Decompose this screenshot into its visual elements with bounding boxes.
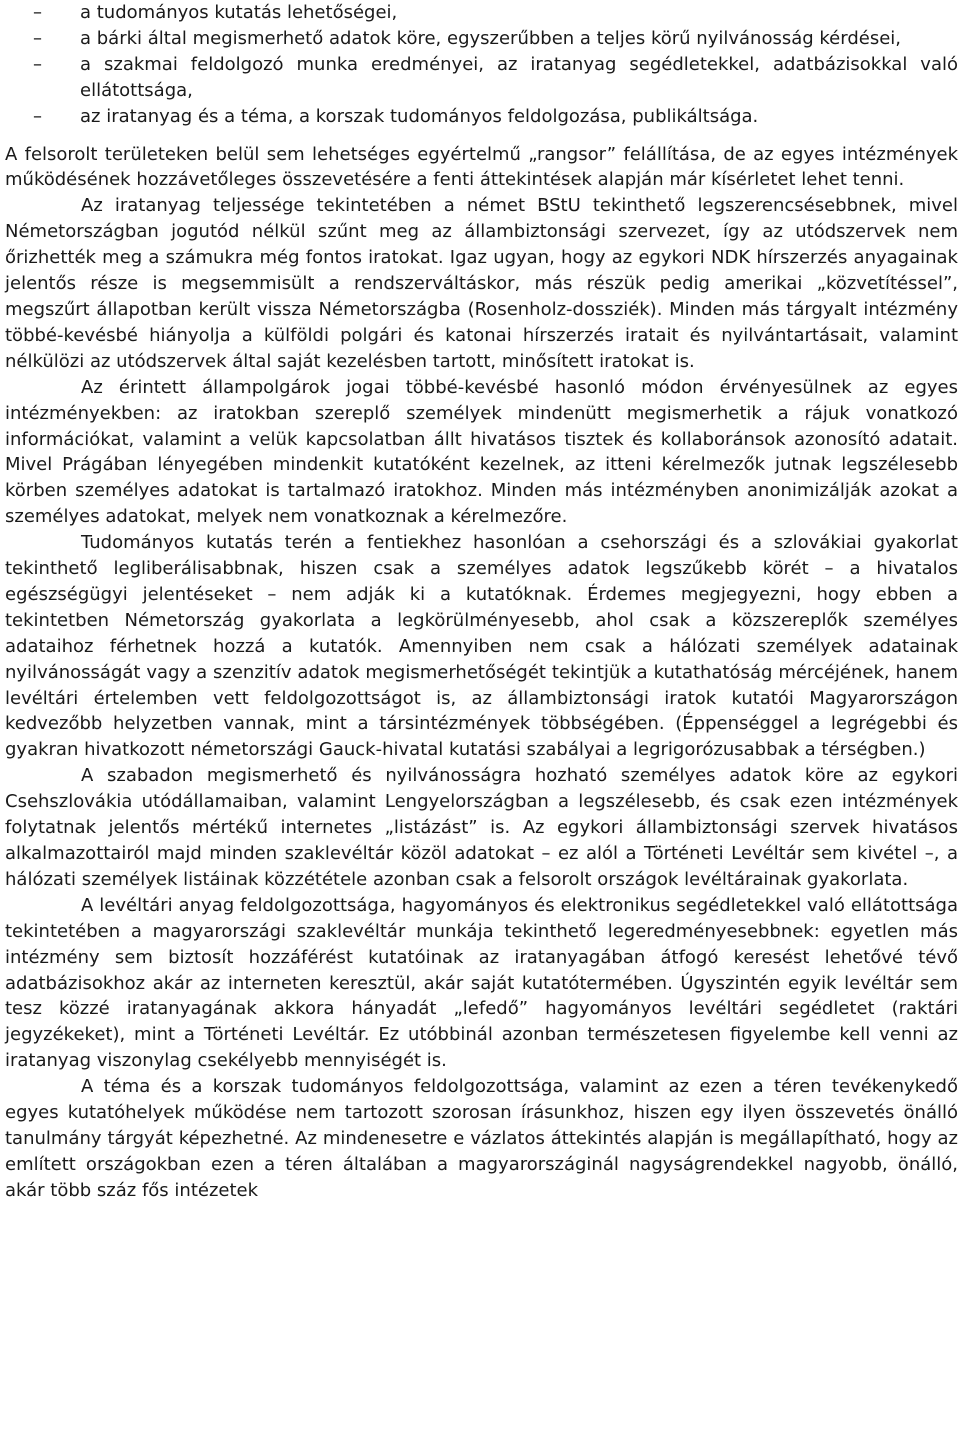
list-dash: – (33, 27, 42, 49)
list-dash: – (33, 2, 42, 23)
paragraph-scholarship: A téma és a korszak tudományos feldolgozottsága, valamint az ezen a téren tevékenykedő egyes kutatóhelyek működése nem tartozott szorosan írásunkhoz, hiszen egy ilyen összevetés önálló tanulmány tárgyát képezhetné. Az mindenesetre e vázlatos áttekintés alapján is megállapítható, hogy az említett országokban ezen a téren általában a magyarországinál nagyságrendekkel nagyobb, önálló, akár több száz fős intézetek (5, 1076, 958, 1201)
paragraph-publicity: A szabadon megismerhető és nyilvánosságra hozható személyes adatok köre az egykori Csehszlovákia utódállamaiban, valamint Lengyelországban a legszélesebb, és csak ezen intézmények folytatnak jelentős mértékű internetes „listázást” is. Az egykori állambiztonsági szervek hivatásos alkalmazottairól majd minden szaklevéltár közöl adatokat – ez alól a Történeti Levéltár sem kivétel –, a hálózati személyek listáinak közzététele azonban csak a felsorolt országok levéltárainak gyakorlata. (5, 765, 958, 890)
criteria-list (5, 0, 958, 130)
list-item-text: a szakmai feldolgozó munka eredményei, az iratanyag segédletekkel, adatbázisokkal való ellátottsága, (80, 53, 958, 101)
list-item (5, 26, 958, 52)
list-item (5, 104, 958, 130)
list-item-text: az iratanyag és a téma, a korszak tudományos feldolgozása, publikáltsága. (80, 105, 759, 127)
paragraph-intro: A felsorolt területeken belül sem lehetséges egyértelmű „rangsor” felállítása, de az egyes intézmények működésének hozzávetőleges összevetésére a fenti áttekintések alapján már kísérletet lehet tenni. (5, 143, 958, 191)
paragraph-processing: A levéltári anyag feldolgozottsága, hagyományos és elektronikus segédletekkel való ellátottsága tekintetében a magyarországi szaklevéltár munkája tekinthető legeredményesebbnek: egyetlen más intézmény sem biztosít hozzáférést kutatóinak az iratanyagában átfogó keresést lehetővé tévő adatbázisokhoz akár az interneten keresztül, akár saját kutatótermében. Úgyszintén egyik levéltár sem tesz közzé iratanyagának akkora hányadát „lefedő” hagyományos levéltári segédletet (raktári jegyzékeket), mint a Történeti Levéltár. Ez utóbbinál azonban természetesen figyelembe kell venni az iratanyag viszonylag csekélyebb mennyiségét is. (5, 894, 958, 1072)
list-item (5, 52, 958, 104)
list-dash: – (33, 53, 42, 75)
paragraph-research: Tudományos kutatás terén a fentiekhez hasonlóan a csehországi és a szlovákiai gyakorlat tekinthető legliberálisabbnak, hiszen csak a személyes adatok legszűkebb körét – a hivatalos egészségügyi jelentéseket – nem adják ki a kutatóknak. Érdemes megjegyezni, hogy ebben a tekintetben Németország gyakorlata a legkörülményesebb, ahol csak a közszereplők személyes adataihoz férhetnek hozzá a kutatók. Amennyiben nem csak a hálózati személyek adatainak nyilvánosságát vagy a szenzitív adatok megismerhetőségét tekintjük a kutathatóság mércéjének, hanem levéltári értelemben vett feldolgozottságot is, az állambiztonsági iratok kutatói Magyarországon kedvezőbb helyzetben vannak, mint a társintézmények többségében. (Éppenséggel a legrégebbi és gyakran hivatkozott németországi Gauck-hivatal kutatási szabályai a legrigorózusabbak a térségben.) (5, 532, 958, 761)
list-item-text: a bárki által megismerhető adatok köre, egyszerűbben a teljes körű nyilvánosság kérdései, (80, 27, 902, 49)
paragraph-completeness: Az iratanyag teljessége tekintetében a német BStU tekinthető legszerencsésebbnek, mivel Németországban jogutód nélkül szűnt meg az állambiztonsági szervezet, így az utódszervek nem őrizhették meg a számukra még fontos iratokat. Igaz ugyan, hogy az egykori NDK hírszerzés anyagainak jelentős része is megsemmisült a rendszerváltáskor, más részük pedig amerikai „közvetítéssel”, megszűrt állapotban került vissza Németországba (Rosenholz-dossziék). Minden más tárgyalt intézmény többé-kevésbé hiányolja a külföldi polgári és katonai hírszerzés iratait és nyilvántartásait, valamint nélkülözi az utódszervek által saját kezelésben tartott, minősített iratokat is. (5, 195, 958, 372)
list-item-text: a tudományos kutatás lehetőségei, (80, 2, 398, 23)
list-item (5, 0, 958, 26)
document-page (5, 0, 958, 1204)
list-dash: – (33, 105, 42, 127)
paragraph-citizen-rights: Az érintett állampolgárok jogai többé-kevésbé hasonló módon érvényesülnek az egyes intézményekben: az iratokban szereplő személyek mindenütt megismerhetik a rájuk vonatkozó információkat, valamint a velük kapcsolatban állt hivatásos tisztek és kollaboránsok azonosító adatait. Mivel Prágában lényegében mindenkit kutatóként kezelnek, az itteni kérelmezők jutnak legszélesebb körben személyes adatokat is tartalmazó iratokhoz. Minden más intézményben anonimizálják azokat a személyes adatokat, melyek nem vonatkoznak a kérelmezőre. (5, 376, 958, 528)
